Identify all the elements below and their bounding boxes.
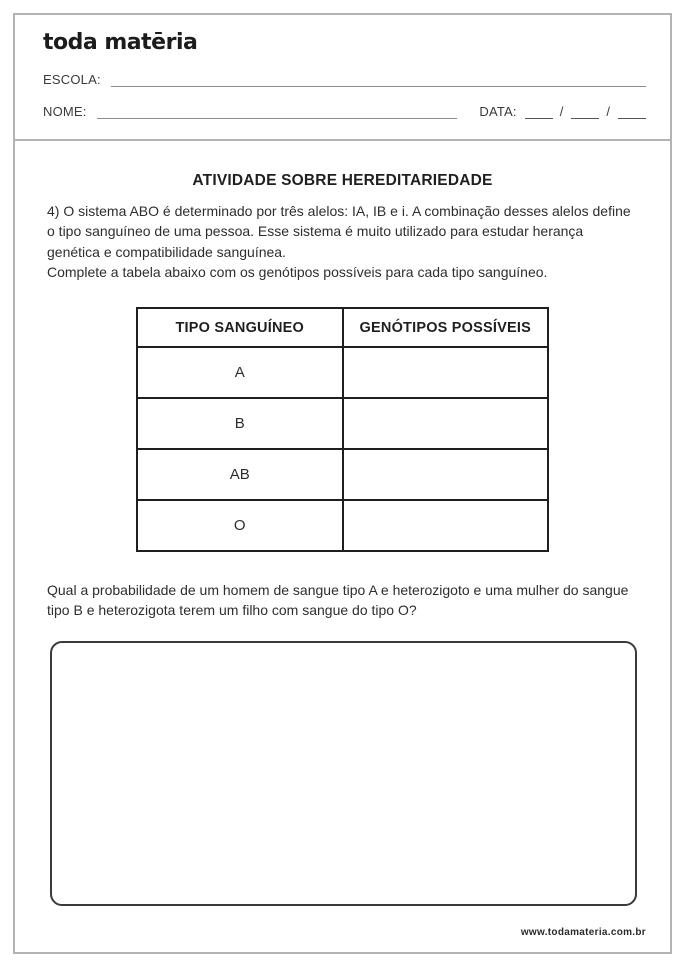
table-row (137, 449, 548, 500)
answer-box[interactable] (50, 641, 637, 906)
activity-content (15, 141, 670, 927)
name-label: NOME: (43, 104, 87, 119)
school-label: ESCOLA: (43, 72, 101, 87)
probability-question: Qual a probabilidade de um homem de sangue tipo A e heterozigoto e uma mulher do sangue tipo B e heterozigota terem um filho com sangue do tipo O? (47, 582, 629, 619)
blood-type-cell: O (137, 500, 343, 551)
table-header-row (137, 308, 548, 347)
table-row (137, 347, 548, 398)
brand-logo: toda matēria (43, 30, 198, 55)
name-date-row (43, 104, 646, 119)
footer-url: www.todamateria.com.br (520, 927, 646, 938)
genotypes-answer-cell[interactable] (343, 449, 549, 500)
name-input-line[interactable] (97, 104, 458, 119)
date-separator: / (606, 104, 610, 119)
question-intro-text: 4) O sistema ABO é determinado por três alelos: IA, IB e i. A combinação desses alelos define o tipo sanguíneo de uma pessoa. Esse sistema é muito utilizado para estudar herança genética e compatibilidade sanguínea. (47, 203, 631, 260)
date-month-field[interactable] (571, 105, 599, 119)
instruction-text: Complete a tabela abaixo com os genótipos possíveis para cada tipo sanguíneo. (47, 263, 548, 280)
date-day-field[interactable] (525, 105, 553, 119)
page-frame (13, 13, 672, 954)
header (15, 15, 670, 139)
table-row (137, 398, 548, 449)
school-input-line[interactable] (111, 72, 646, 87)
date-group (479, 104, 646, 119)
blood-type-cell: AB (137, 449, 343, 500)
blood-type-cell: B (137, 398, 343, 449)
genotypes-answer-cell[interactable] (343, 398, 549, 449)
genotypes-answer-cell[interactable] (343, 500, 549, 551)
column-header-genotypes: GENÓTIPOS POSSÍVEIS (343, 308, 549, 347)
date-separator: / (559, 104, 564, 119)
genotypes-answer-cell[interactable] (343, 347, 549, 398)
date-year-field[interactable] (618, 105, 646, 119)
table-row (137, 500, 548, 551)
activity-title: ATIVIDADE SOBRE HEREDITARIEDADE (192, 172, 493, 189)
blood-type-cell: A (137, 347, 343, 398)
blood-type-table (136, 307, 549, 552)
school-field-row (43, 72, 646, 87)
question-intro (47, 201, 638, 282)
column-header-blood-type: TIPO SANGUÍNEO (137, 308, 343, 347)
date-label: DATA: (479, 104, 517, 119)
